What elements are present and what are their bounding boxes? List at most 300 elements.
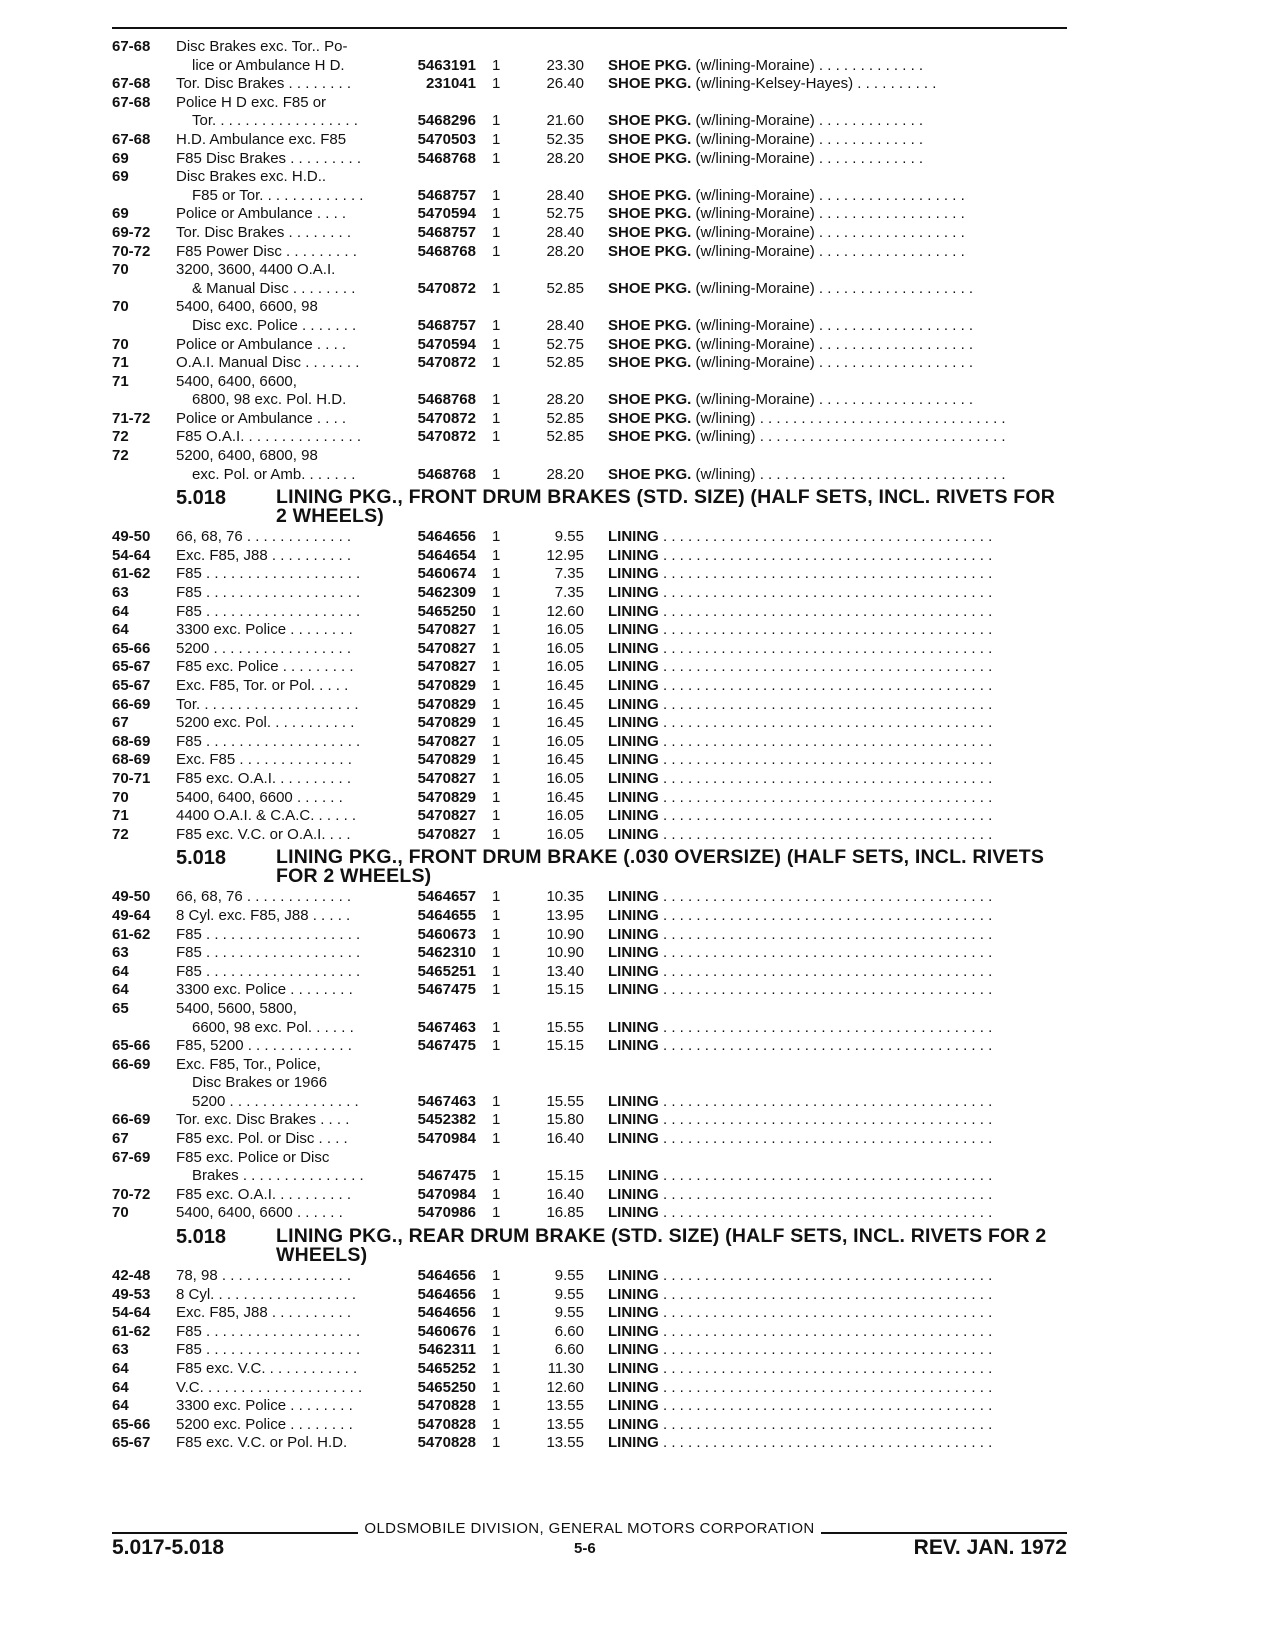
application-cell: F85 exc. Pol. or Disc . . . . xyxy=(176,1130,348,1148)
application-cell: 6800, 98 exc. Pol. H.D. xyxy=(192,391,347,409)
catalog-row xyxy=(112,565,1067,584)
year-cell: 70-72 xyxy=(112,242,151,260)
part-number-cell: 5470827 xyxy=(417,769,476,787)
description-cell xyxy=(608,770,1067,789)
catalog-row xyxy=(112,1186,1067,1205)
part-number-cell: 5464655 xyxy=(417,906,476,924)
application-cell: 5200, 6400, 6800, 98 xyxy=(176,447,318,465)
year-cell: 54-64 xyxy=(112,1304,151,1322)
price-cell: 6.60 xyxy=(554,1322,584,1340)
description-keyword: LINING xyxy=(608,888,659,906)
description-cell xyxy=(608,944,1067,963)
description-keyword: SHOE PKG. xyxy=(608,354,692,372)
year-cell: 49-50 xyxy=(112,528,151,546)
catalog-row xyxy=(112,187,1067,206)
catalog-row xyxy=(112,826,1067,845)
application-cell: 3300 exc. Police . . . . . . . . xyxy=(176,621,353,639)
year-cell: 64 xyxy=(112,1378,129,1396)
application-cell: O.A.I. Manual Disc . . . . . . . xyxy=(176,354,360,372)
application-cell: 5200 exc. Police . . . . . . . . xyxy=(176,1415,353,1433)
price-cell: 52.85 xyxy=(546,354,584,372)
description-keyword: LINING xyxy=(608,1322,659,1340)
description-keyword: LINING xyxy=(608,602,659,620)
catalog-row xyxy=(112,658,1067,677)
year-cell: 65-66 xyxy=(112,1037,151,1055)
price-cell: 28.40 xyxy=(546,223,584,241)
application-cell: Exc. F85, Tor., Police, xyxy=(176,1055,321,1073)
year-cell: 54-64 xyxy=(112,546,151,564)
description-detail: (w/lining) . . . . . . . . . . . . . . . . . . . . . . . . . . . . . . xyxy=(695,465,1006,483)
description-detail: . . . . . . . . . . . . . . . . . . . . . . . . . . . . . . . . . . . . . . . . xyxy=(663,546,993,564)
year-cell: 72 xyxy=(112,428,129,446)
description-keyword: SHOE PKG. xyxy=(608,56,692,74)
quantity-cell: 1 xyxy=(492,130,501,148)
catalog-row xyxy=(112,261,1067,280)
description-cell xyxy=(608,603,1067,622)
description-keyword: LINING xyxy=(608,1304,659,1322)
price-cell: 16.05 xyxy=(546,621,584,639)
year-cell: 64 xyxy=(112,1397,129,1415)
application-cell: Police or Ambulance . . . . xyxy=(176,409,347,427)
description-keyword: LINING xyxy=(608,751,659,769)
part-number-cell: 5468768 xyxy=(417,391,476,409)
part-number-cell: 5470872 xyxy=(417,409,476,427)
description-cell xyxy=(608,584,1067,603)
description-keyword: LINING xyxy=(608,639,659,657)
year-cell: 67-68 xyxy=(112,38,151,55)
description-cell xyxy=(608,1130,1067,1149)
description-detail: . . . . . . . . . . . . . . . . . . . . . . . . . . . . . . . . . . . . . . . . xyxy=(663,906,993,924)
price-cell: 52.85 xyxy=(546,409,584,427)
price-cell: 9.55 xyxy=(554,528,584,546)
quantity-cell: 1 xyxy=(492,465,501,483)
application-cell: F85 . . . . . . . . . . . . . . . . . . . xyxy=(176,584,361,602)
application-cell: Exc. F85 . . . . . . . . . . . . . . xyxy=(176,751,352,769)
year-cell: 65-67 xyxy=(112,658,151,676)
application-cell: F85 Power Disc . . . . . . . . . xyxy=(176,242,357,260)
description-cell xyxy=(608,336,1067,355)
description-detail: . . . . . . . . . . . . . . . . . . . . . . . . . . . . . . . . . . . . . . . . xyxy=(663,1285,993,1303)
quantity-cell: 1 xyxy=(492,677,501,694)
quantity-cell: 1 xyxy=(492,186,501,204)
description-cell xyxy=(608,1111,1067,1130)
part-number-cell: 5470984 xyxy=(417,1130,476,1148)
description-detail: . . . . . . . . . . . . . . . . . . . . . . . . . . . . . . . . . . . . . . . . xyxy=(663,1341,993,1359)
description-detail: . . . . . . . . . . . . . . . . . . . . . . . . . . . . . . . . . . . . . . . . xyxy=(663,751,993,769)
description-cell xyxy=(608,677,1067,696)
price-cell: 28.20 xyxy=(546,465,584,483)
application-cell: Tor. Disc Brakes . . . . . . . . xyxy=(176,223,352,241)
year-cell: 66-69 xyxy=(112,1055,151,1073)
application-cell: Exc. F85, J88 . . . . . . . . . . xyxy=(176,546,352,564)
year-cell: 61-62 xyxy=(112,925,151,943)
price-cell: 16.40 xyxy=(546,1130,584,1148)
part-number-cell: 5464657 xyxy=(417,888,476,906)
year-cell: 72 xyxy=(112,825,129,843)
catalog-row xyxy=(112,1111,1067,1130)
price-cell: 13.55 xyxy=(546,1415,584,1433)
description-cell xyxy=(608,131,1067,150)
description-detail: . . . . . . . . . . . . . . . . . . . . . . . . . . . . . . . . . . . . . . . . xyxy=(663,714,993,732)
part-number-cell: 5470594 xyxy=(417,335,476,353)
application-cell: F85 O.A.I. . . . . . . . . . . . . . . xyxy=(176,428,362,446)
part-number-cell: 5467463 xyxy=(417,1092,476,1110)
description-keyword: LINING xyxy=(608,925,659,943)
description-keyword: LINING xyxy=(608,658,659,676)
description-keyword: SHOE PKG. xyxy=(608,112,692,130)
price-cell: 13.95 xyxy=(546,906,584,924)
description-cell xyxy=(608,205,1067,224)
part-number-cell: 5465252 xyxy=(417,1360,476,1377)
part-number-cell: 5468768 xyxy=(417,242,476,260)
description-detail: . . . . . . . . . . . . . . . . . . . . . . . . . . . . . . . . . . . . . . . . xyxy=(663,825,993,843)
description-detail: (w/lining-Moraine) . . . . . . . . . . . . . . . . . . . xyxy=(695,279,974,297)
part-number-cell: 5470827 xyxy=(417,658,476,676)
footer-rule-left xyxy=(112,1532,358,1534)
quantity-cell: 1 xyxy=(492,1267,501,1285)
description-detail: . . . . . . . . . . . . . . . . . . . . . . . . . . . . . . . . . . . . . . . . xyxy=(663,1304,993,1322)
catalog-row xyxy=(112,150,1067,169)
quantity-cell: 1 xyxy=(492,1130,501,1148)
quantity-cell: 1 xyxy=(492,565,501,583)
part-number-cell: 5470984 xyxy=(417,1185,476,1203)
application-cell: Brakes . . . . . . . . . . . . . . . xyxy=(192,1167,364,1185)
catalog-row xyxy=(112,714,1067,733)
quantity-cell: 1 xyxy=(492,1378,501,1396)
year-cell: 70 xyxy=(112,788,129,806)
price-cell: 52.75 xyxy=(546,205,584,223)
catalog-row xyxy=(112,584,1067,603)
description-detail: . . . . . . . . . . . . . . . . . . . . . . . . . . . . . . . . . . . . . . . . xyxy=(663,981,993,999)
description-keyword: SHOE PKG. xyxy=(608,391,692,409)
price-cell: 16.40 xyxy=(546,1185,584,1203)
price-cell: 26.40 xyxy=(546,75,584,93)
quantity-cell: 1 xyxy=(492,714,501,732)
price-cell: 15.15 xyxy=(546,1167,584,1185)
year-cell: 64 xyxy=(112,621,129,639)
catalog-row xyxy=(112,1397,1067,1416)
application-cell: F85 exc. Police or Disc xyxy=(176,1148,330,1166)
price-cell: 21.60 xyxy=(546,112,584,130)
catalog-row xyxy=(112,944,1067,963)
description-keyword: LINING xyxy=(608,565,659,583)
application-cell: Tor. exc. Disc Brakes . . . . xyxy=(176,1111,350,1129)
year-cell: 70-71 xyxy=(112,769,151,787)
catalog-row xyxy=(112,280,1067,299)
price-cell: 16.05 xyxy=(546,807,584,825)
quantity-cell: 1 xyxy=(492,944,501,962)
description-cell xyxy=(608,1186,1067,1205)
catalog-row xyxy=(112,696,1067,715)
application-cell: 4400 O.A.I. & C.A.C. . . . . . xyxy=(176,807,357,825)
application-cell: 5400, 6400, 6600, 98 xyxy=(176,298,318,316)
description-keyword: SHOE PKG. xyxy=(608,205,692,223)
description-keyword: LINING xyxy=(608,732,659,750)
footer-revision: REV. JAN. 1972 xyxy=(913,1536,1067,1559)
description-cell xyxy=(608,410,1067,429)
application-cell: F85 exc. O.A.I. . . . . . . . . . xyxy=(176,1185,352,1203)
description-detail: (w/lining-Moraine) . . . . . . . . . . . . . . . . . . xyxy=(695,223,965,241)
year-cell: 66-69 xyxy=(112,695,151,713)
description-keyword: LINING xyxy=(608,1378,659,1396)
catalog-row xyxy=(112,75,1067,94)
description-cell xyxy=(608,354,1067,373)
description-detail: . . . . . . . . . . . . . . . . . . . . . . . . . . . . . . . . . . . . . . . . xyxy=(663,1018,993,1036)
catalog-row xyxy=(112,603,1067,622)
year-cell: 49-50 xyxy=(112,888,151,906)
description-keyword: LINING xyxy=(608,1111,659,1129)
application-cell: 5400, 5600, 5800, xyxy=(176,999,297,1017)
description-cell xyxy=(608,466,1067,485)
catalog-row xyxy=(112,1323,1067,1342)
application-cell: Police or Ambulance . . . . xyxy=(176,205,347,223)
description-detail: . . . . . . . . . . . . . . . . . . . . . . . . . . . . . . . . . . . . . . . . xyxy=(663,621,993,639)
description-detail: . . . . . . . . . . . . . . . . . . . . . . . . . . . . . . . . . . . . . . . . xyxy=(663,1130,993,1148)
quantity-cell: 1 xyxy=(492,205,501,223)
description-keyword: LINING xyxy=(608,1167,659,1185)
description-detail: (w/lining-Moraine) . . . . . . . . . . . . . . . . . . xyxy=(695,186,965,204)
year-cell: 65-67 xyxy=(112,1434,151,1452)
price-cell: 9.55 xyxy=(554,1285,584,1303)
section-heading xyxy=(112,1223,1067,1267)
part-number-cell: 5470829 xyxy=(417,751,476,769)
catalog-row xyxy=(112,466,1067,485)
application-cell: 3300 exc. Police . . . . . . . . xyxy=(176,1397,353,1415)
part-number-cell: 5464656 xyxy=(417,1304,476,1322)
description-keyword: LINING xyxy=(608,944,659,962)
catalog-row xyxy=(112,888,1067,907)
top-rule xyxy=(112,27,1067,29)
catalog-row xyxy=(112,1341,1067,1360)
part-number-cell: 5460676 xyxy=(417,1322,476,1340)
part-number-cell: 5462310 xyxy=(417,944,476,962)
year-cell: 65-67 xyxy=(112,677,151,694)
description-cell xyxy=(608,621,1067,640)
catalog-row xyxy=(112,131,1067,150)
part-number-cell: 5470872 xyxy=(417,354,476,372)
description-detail: . . . . . . . . . . . . . . . . . . . . . . . . . . . . . . . . . . . . . . . . xyxy=(663,1378,993,1396)
catalog-row xyxy=(112,733,1067,752)
application-cell: 66, 68, 76 . . . . . . . . . . . . . xyxy=(176,888,352,906)
year-cell: 63 xyxy=(112,1341,129,1359)
application-cell: 5400, 6400, 6600 . . . . . . xyxy=(176,788,343,806)
quantity-cell: 1 xyxy=(492,56,501,74)
application-cell: Tor. . . . . . . . . . . . . . . . . . . . xyxy=(176,695,359,713)
quantity-cell: 1 xyxy=(492,1322,501,1340)
price-cell: 28.40 xyxy=(546,186,584,204)
description-detail: . . . . . . . . . . . . . . . . . . . . . . . . . . . . . . . . . . . . . . . . xyxy=(663,1037,993,1055)
quantity-cell: 1 xyxy=(492,279,501,297)
description-keyword: LINING xyxy=(608,1267,659,1285)
quantity-cell: 1 xyxy=(492,658,501,676)
price-cell: 15.15 xyxy=(546,1037,584,1055)
application-cell: F85 exc. V.C. or O.A.I. . . . xyxy=(176,825,351,843)
application-cell: Tor. . . . . . . . . . . . . . . . . . xyxy=(192,112,358,130)
year-cell: 67-68 xyxy=(112,75,151,93)
description-detail: . . . . . . . . . . . . . . . . . . . . . . . . . . . . . . . . . . . . . . . . xyxy=(663,888,993,906)
quantity-cell: 1 xyxy=(492,906,501,924)
description-keyword: LINING xyxy=(608,546,659,564)
part-number-cell: 5465251 xyxy=(417,962,476,980)
quantity-cell: 1 xyxy=(492,807,501,825)
year-cell: 65 xyxy=(112,999,129,1017)
catalog-row xyxy=(112,1019,1067,1038)
price-cell: 16.45 xyxy=(546,714,584,732)
year-cell: 68-69 xyxy=(112,732,151,750)
description-cell xyxy=(608,547,1067,566)
application-cell: Disc Brakes exc. Tor.. Po- xyxy=(176,38,348,55)
description-detail: (w/lining) . . . . . . . . . . . . . . . . . . . . . . . . . . . . . . xyxy=(695,409,1006,427)
description-keyword: LINING xyxy=(608,1285,659,1303)
description-keyword: LINING xyxy=(608,714,659,732)
year-cell: 69 xyxy=(112,205,129,223)
catalog-row xyxy=(112,428,1067,447)
description-detail: . . . . . . . . . . . . . . . . . . . . . . . . . . . . . . . . . . . . . . . . xyxy=(663,602,993,620)
description-keyword: SHOE PKG. xyxy=(608,316,692,334)
part-number-cell: 5470828 xyxy=(417,1415,476,1433)
description-cell xyxy=(608,789,1067,808)
quantity-cell: 1 xyxy=(492,888,501,906)
catalog-row xyxy=(112,1286,1067,1305)
year-cell: 61-62 xyxy=(112,1322,151,1340)
description-detail: (w/lining-Moraine) . . . . . . . . . . . . . xyxy=(695,112,924,130)
quantity-cell: 1 xyxy=(492,769,501,787)
part-number-cell: 5465250 xyxy=(417,602,476,620)
catalog-row xyxy=(112,621,1067,640)
description-keyword: LINING xyxy=(608,1397,659,1415)
quantity-cell: 1 xyxy=(492,409,501,427)
price-cell: 16.85 xyxy=(546,1204,584,1222)
description-detail: . . . . . . . . . . . . . . . . . . . . . . . . . . . . . . . . . . . . . . . . xyxy=(663,807,993,825)
quantity-cell: 1 xyxy=(492,751,501,769)
footer-corporation-line xyxy=(112,1520,1067,1537)
year-cell: 61-62 xyxy=(112,565,151,583)
description-keyword: SHOE PKG. xyxy=(608,75,692,93)
description-detail: . . . . . . . . . . . . . . . . . . . . . . . . . . . . . . . . . . . . . . . . xyxy=(663,769,993,787)
description-cell xyxy=(608,391,1067,410)
footer xyxy=(112,1536,1067,1562)
description-detail: . . . . . . . . . . . . . . . . . . . . . . . . . . . . . . . . . . . . . . . . xyxy=(663,1322,993,1340)
quantity-cell: 1 xyxy=(492,1018,501,1036)
description-cell xyxy=(608,57,1067,76)
price-cell: 10.35 xyxy=(546,888,584,906)
application-cell: F85 exc. V.C. or Pol. H.D. xyxy=(176,1434,348,1452)
quantity-cell: 1 xyxy=(492,1111,501,1129)
quantity-cell: 1 xyxy=(492,825,501,843)
year-cell: 71-72 xyxy=(112,409,151,427)
quantity-cell: 1 xyxy=(492,528,501,546)
part-number-cell: 5470986 xyxy=(417,1204,476,1222)
price-cell: 16.05 xyxy=(546,732,584,750)
part-number-cell: 5463191 xyxy=(417,56,476,74)
description-detail: . . . . . . . . . . . . . . . . . . . . . . . . . . . . . . . . . . . . . . . . xyxy=(663,584,993,602)
description-cell xyxy=(608,1204,1067,1223)
price-cell: 16.05 xyxy=(546,825,584,843)
description-keyword: LINING xyxy=(608,1037,659,1055)
catalog-row xyxy=(112,907,1067,926)
part-number-cell: 5470829 xyxy=(417,695,476,713)
price-cell: 16.45 xyxy=(546,751,584,769)
catalog-row xyxy=(112,751,1067,770)
year-cell: 67-69 xyxy=(112,1148,151,1166)
catalog-row xyxy=(112,354,1067,373)
price-cell: 15.55 xyxy=(546,1018,584,1036)
part-number-cell: 5470827 xyxy=(417,732,476,750)
application-cell: F85 . . . . . . . . . . . . . . . . . . . xyxy=(176,925,361,943)
quantity-cell: 1 xyxy=(492,1341,501,1359)
description-detail: . . . . . . . . . . . . . . . . . . . . . . . . . . . . . . . . . . . . . . . . xyxy=(663,1092,993,1110)
part-number-cell: 5470872 xyxy=(417,428,476,446)
catalog-row xyxy=(112,57,1067,76)
price-cell: 12.60 xyxy=(546,1378,584,1396)
part-number-cell: 5470829 xyxy=(417,788,476,806)
year-cell: 69 xyxy=(112,149,129,167)
description-keyword: SHOE PKG. xyxy=(608,242,692,260)
description-cell xyxy=(608,1397,1067,1416)
description-cell xyxy=(608,1037,1067,1056)
description-cell xyxy=(608,187,1067,206)
part-number-cell: 5470828 xyxy=(417,1434,476,1452)
price-cell: 15.80 xyxy=(546,1111,584,1129)
quantity-cell: 1 xyxy=(492,1037,501,1055)
price-cell: 13.40 xyxy=(546,962,584,980)
application-cell: F85 . . . . . . . . . . . . . . . . . . . xyxy=(176,1341,361,1359)
quantity-cell: 1 xyxy=(492,546,501,564)
price-cell: 7.35 xyxy=(554,565,584,583)
application-cell: F85 exc. V.C. . . . . . . . . . . . xyxy=(176,1360,358,1377)
description-cell xyxy=(608,640,1067,659)
catalog-row xyxy=(112,1204,1067,1223)
quantity-cell: 1 xyxy=(492,112,501,130)
description-detail: . . . . . . . . . . . . . . . . . . . . . . . . . . . . . . . . . . . . . . . . xyxy=(663,1434,993,1452)
quantity-cell: 1 xyxy=(492,732,501,750)
year-cell: 71 xyxy=(112,354,129,372)
year-cell: 72 xyxy=(112,447,129,465)
application-cell: F85 exc. O.A.I. . . . . . . . . . xyxy=(176,769,352,787)
description-cell xyxy=(608,1379,1067,1398)
part-number-cell: 5460673 xyxy=(417,925,476,943)
quantity-cell: 1 xyxy=(492,1204,501,1222)
catalog-row xyxy=(112,243,1067,262)
application-cell: Police H D exc. F85 or xyxy=(176,93,327,111)
part-number-cell: 5470829 xyxy=(417,714,476,732)
quantity-cell: 1 xyxy=(492,621,501,639)
quantity-cell: 1 xyxy=(492,788,501,806)
description-detail: . . . . . . . . . . . . . . . . . . . . . . . . . . . . . . . . . . . . . . . . xyxy=(663,658,993,676)
application-cell: Tor. Disc Brakes . . . . . . . . xyxy=(176,75,352,93)
description-cell xyxy=(608,243,1067,262)
price-cell: 13.55 xyxy=(546,1434,584,1452)
quantity-cell: 1 xyxy=(492,962,501,980)
description-cell xyxy=(608,733,1067,752)
catalog-row xyxy=(112,1434,1067,1453)
catalog-row xyxy=(112,112,1067,131)
description-detail: (w/lining-Kelsey-Hayes) . . . . . . . . . . xyxy=(695,75,937,93)
description-keyword: SHOE PKG. xyxy=(608,223,692,241)
part-number-cell: 5468768 xyxy=(417,149,476,167)
price-cell: 6.60 xyxy=(554,1341,584,1359)
section-title: LINING PKG., REAR DRUM BRAKE (STD. SIZE) (HALF SETS, INCL. RIVETS FOR 2 WHEELS) xyxy=(276,1225,1047,1267)
application-cell: Exc. F85, J88 . . . . . . . . . . xyxy=(176,1304,352,1322)
quantity-cell: 1 xyxy=(492,1360,501,1377)
catalog-row xyxy=(112,1093,1067,1112)
catalog-row xyxy=(112,789,1067,808)
description-keyword: LINING xyxy=(608,677,659,694)
section-number: 5.018 xyxy=(176,1226,227,1249)
description-detail: . . . . . . . . . . . . . . . . . . . . . . . . . . . . . . . . . . . . . . . . xyxy=(663,944,993,962)
catalog-row xyxy=(112,547,1067,566)
price-cell: 7.35 xyxy=(554,584,584,602)
